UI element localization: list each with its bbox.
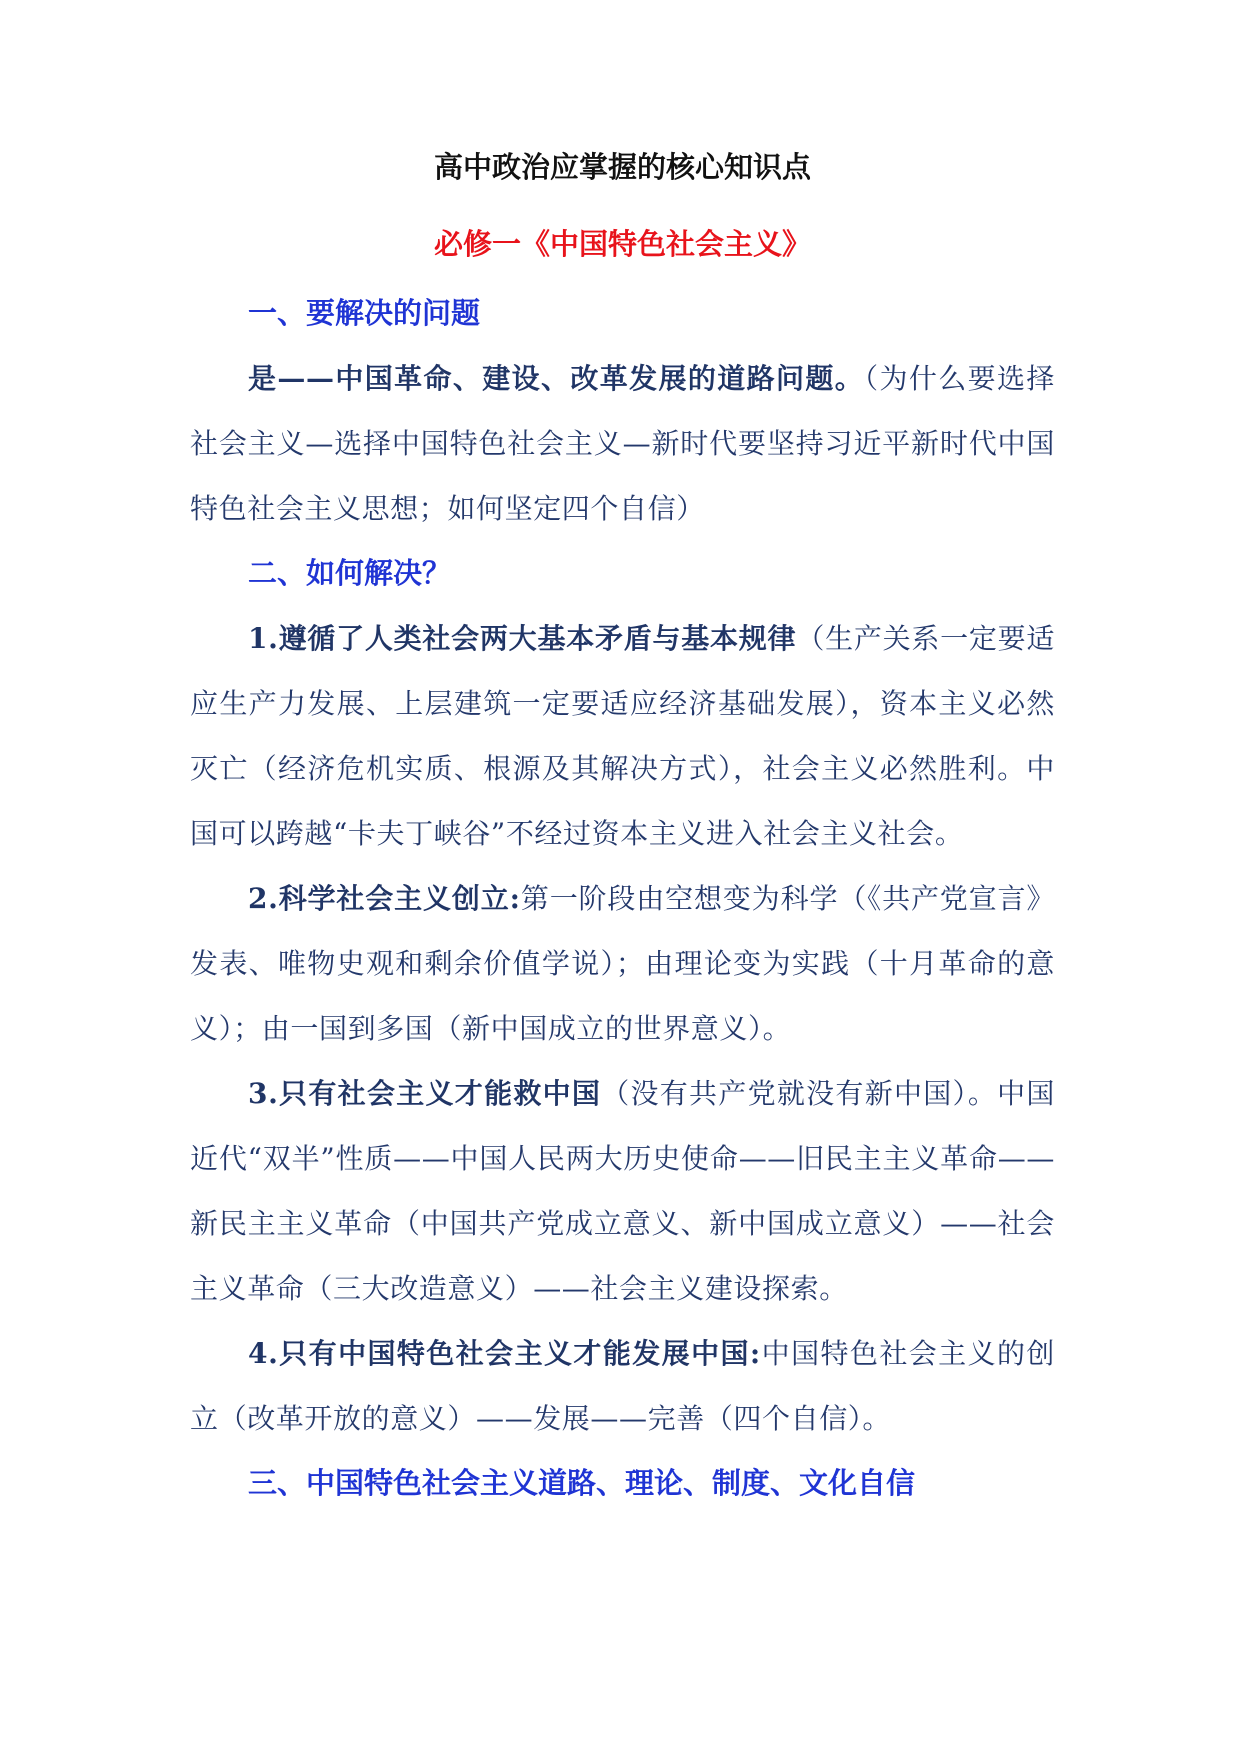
section-heading-2: 二、如何解决？ — [248, 556, 452, 590]
paragraph-2-text: （生产关系一定要适应生产力发展、上层建筑一定要适应经济基础发展），资本主义必然灭亡（经济危机实质、根源及其解决方式），社会主义必然胜利。中国可以跨越“卡夫丁峡谷”不经过资本主义进入社会主义社会。 — [190, 622, 1056, 850]
paragraph-4-text: （没有共产党就没有新中国）。中国近代“双半”性质——中国人民两大历史使命——旧民主主义革命——新民主主义革命（中国共产党成立意义、新中国成立意义）——社会主义革命（三大改造意义）——社会主义建设探索。 — [190, 1077, 1055, 1305]
paragraph-1-bold: 是——中国革命、建设、改革发展的道路问题。 — [248, 362, 865, 395]
paragraph-2-bold: 1.遵循了人类社会两大基本矛盾与基本规律 — [248, 622, 797, 655]
section-heading-1: 一、要解决的问题 — [248, 296, 481, 330]
section-heading-3: 三、中国特色社会主义道路、理论、制度、文化自信 — [248, 1466, 916, 1500]
paragraph-3 — [190, 866, 1055, 1061]
paragraph-3-bold: 2.科学社会主义创立: — [248, 882, 521, 915]
paragraph-3-text: 第一阶段由空想变为科学（《共产党宣言》发表、唯物史观和剩余价值学说）；由理论变为实践（十月革命的意义）；由一国到多国（新中国成立的世界意义）。 — [190, 882, 1056, 1045]
document-page — [190, 150, 1055, 1516]
paragraph-1-text: （为什么要选择社会主义—选择中国特色社会主义—新时代要坚持习近平新时代中国特色社会主义思想；如何坚定四个自信） — [190, 362, 1056, 525]
paragraph-5-text: 中国特色社会主义的创立（改革开放的意义）——发展——完善（四个自信）。 — [190, 1337, 1055, 1435]
document-subtitle: 必修一《中国特色社会主义》 — [433, 227, 811, 261]
paragraph-4-bold: 3.只有社会主义才能救中国 — [248, 1077, 602, 1110]
paragraph-5 — [190, 1321, 1055, 1451]
paragraph-1 — [190, 346, 1055, 541]
paragraph-5-bold: 4.只有中国特色社会主义才能发展中国: — [248, 1337, 761, 1370]
paragraph-2 — [190, 606, 1055, 866]
document-title: 高中政治应掌握的核心知识点 — [433, 150, 811, 184]
paragraph-4 — [190, 1061, 1055, 1321]
